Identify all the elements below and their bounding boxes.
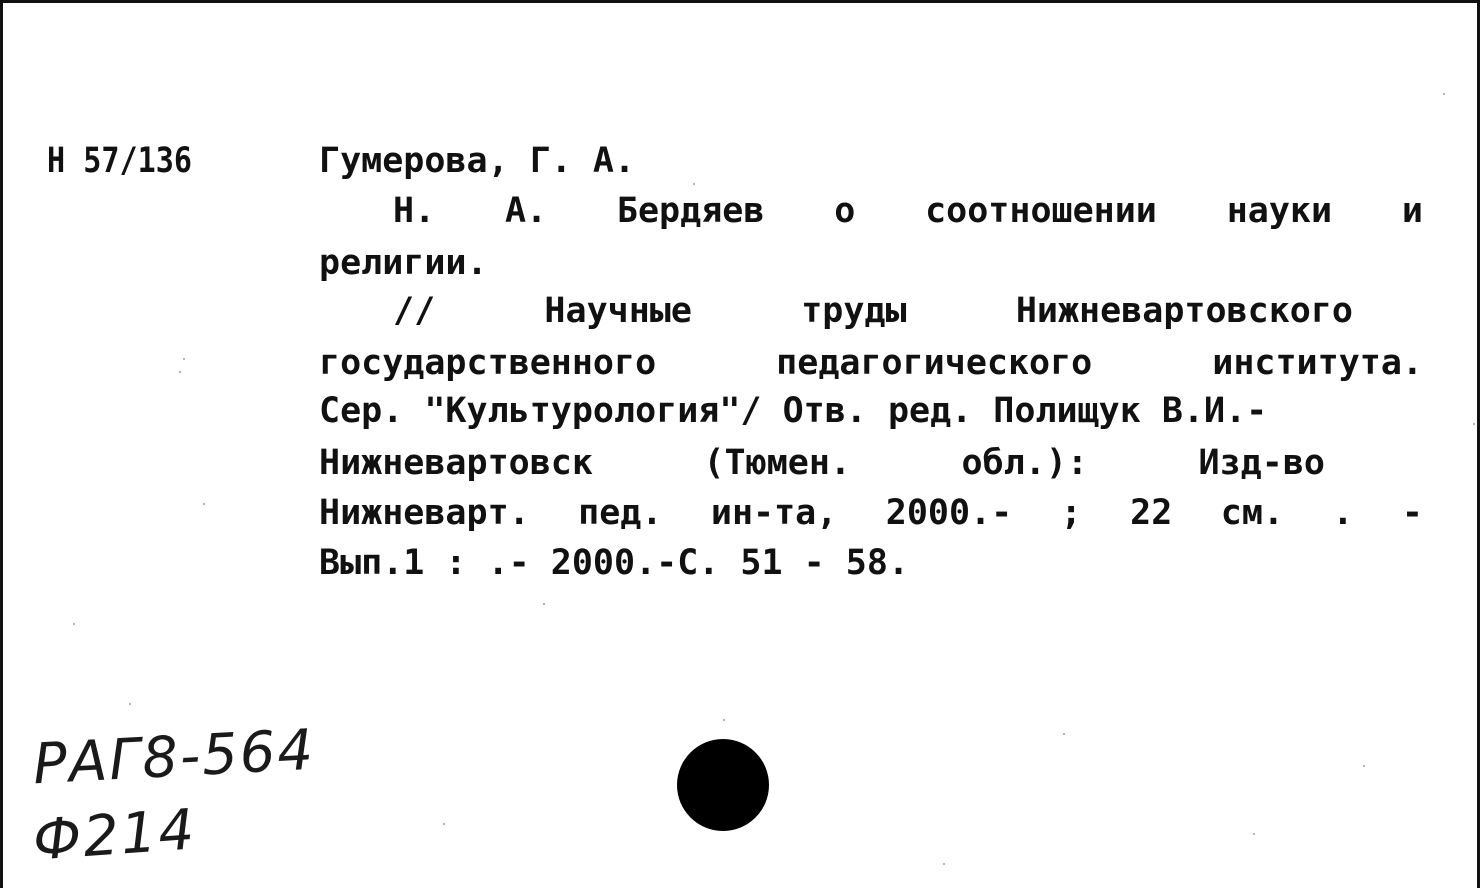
handwritten-code: Ф214	[30, 797, 199, 874]
author: Гумерова, Г. А.	[319, 141, 636, 181]
shelfmark: Н 57/136	[47, 141, 192, 181]
imprint-line-1: Нижневартовск (Тюмен. обл.): Изд-во	[319, 443, 1325, 483]
series-line-3: Сер. "Культурология"/ Отв. ред. Полищук В.И.-	[319, 391, 1268, 431]
punch-hole	[677, 739, 769, 831]
series-line-1: // Научные труды Нижневартовского	[393, 291, 1353, 331]
title-line-2: религии.	[319, 243, 488, 283]
imprint-line-2: Нижневарт. пед. ин-та, 2000.- ; 22 см. . -	[319, 493, 1423, 533]
title-line-1: Н. А. Бердяев о соотношении науки и	[393, 191, 1423, 231]
series-line-2: государственного педагогического института.	[319, 343, 1423, 383]
issue-line: Вып.1 : .- 2000.-С. 51 - 58.	[319, 543, 910, 583]
handwritten-call-number: РАГ8-564	[31, 717, 317, 798]
